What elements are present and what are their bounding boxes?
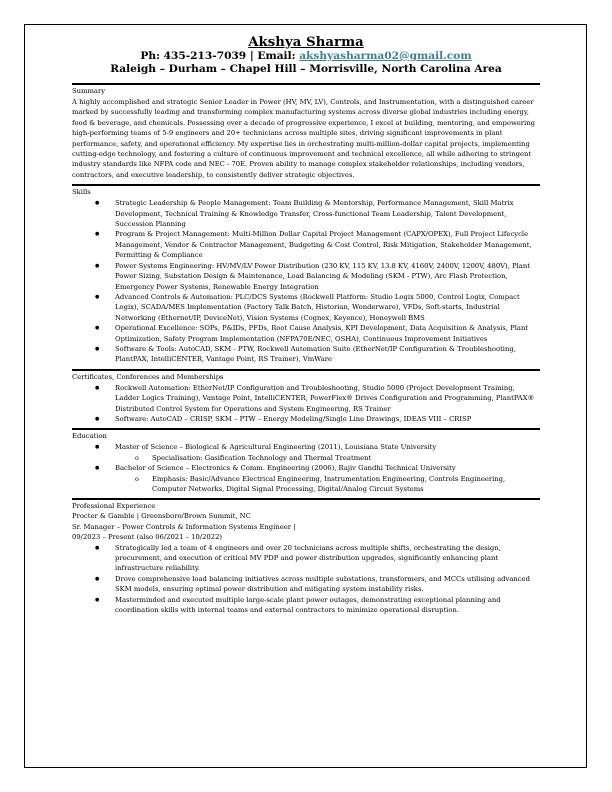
section-divider [72, 83, 540, 85]
certificates-heading: Certificates, Conferences and Memberships [72, 372, 224, 381]
list-item: ● Operational Excellence: SOPs, P&IDs, PFDs, Root Cause Analysis, KPI Development, Data Acquisition & Analysis, Plant Optimization, Safety Program Implementation (NFPA70E/NEC, OSHA), Continuous Improvement Initiatives [95, 323, 540, 344]
contact-line [72, 50, 540, 63]
degree-details [115, 453, 540, 463]
list-item: ● Software & Tools: AutoCAD, SKM - PTW, Rockwell Automation Suite (EtherNet/IP Configuration & Troubleshooting, PlantPAX, IntelliCENTER, Vantage Point, RS Trainer), VmWare [95, 344, 540, 365]
section-divider [72, 498, 540, 500]
email-link[interactable]: akshyasharma02@gmail.com [299, 50, 472, 62]
degree-item [95, 463, 540, 494]
list-item: ● Program & Project Management: Multi-Million Dollar Capital Project Management (CAPX/OPEX), Full Project Lifecycle Management, Vendor & Contractor Management, Budgeting & Cost Control, Risk Mitigation, Stakeholder Management, Permitting & Compliance [95, 229, 540, 260]
skills-heading: Skills [72, 188, 91, 197]
section-divider [72, 184, 540, 186]
list-item: ● Software: AutoCAD – CRISP, SKM – PTW – Energy Modeling/Single Line Drawings, IDEAS VIII – CRISP [95, 414, 540, 424]
list-item: ● Advanced Controls & Automation: PLC/DCS Systems (Rockwell Platform: Studio Logix 5000, Control Logix, Compact Logix), SCADA/MES Implementation (Factory Talk Batch, Historian, Wonderware), VFDs, Soft-starts, Industrial Networking (Ethernet/IP, DeviceNet), Vision Systems (Cognex, Keyence), Honeywell BMS [95, 292, 540, 323]
degree-item [95, 442, 540, 463]
certificates-list [72, 383, 540, 425]
degree-detail: o Emphasis: Basic/Advance Electrical Engineering, Instrumentation Engineering, Controls Engineering, Computer Networks, Digital Signal Processing, Digital/Analog Circuit Systems [135, 474, 540, 495]
summary-heading: Summary [72, 87, 106, 95]
list-item: ● Masterminded and executed multiple large-scale plant power outages, demonstrating exceptional planning and coordination skills with internal teams and external contractors to minimize operational disruption. [95, 595, 540, 616]
phone-label: Ph: 435-213-7039 | Email: [140, 50, 300, 62]
section-divider [72, 428, 540, 430]
job-title: Sr. Manager – Power Controls & Information Systems Engineer | [72, 522, 296, 531]
experience-bullets [72, 543, 540, 616]
location: Raleigh – Durham – Chapel Hill – Morrisville, North Carolina Area [110, 63, 502, 75]
education-heading: Education [72, 432, 107, 441]
education-list [72, 442, 540, 494]
skills-list [72, 198, 540, 365]
list-item: ● Drove comprehensive load balancing initiatives across multiple substations, transformers, and MCCs utilising advanced SKM models, ensuring optimal power distribution and mitigating system instability risks. [95, 574, 540, 595]
list-item: ● Strategically led a team of 4 engineers and over 20 technicians across multiple shifts, orchestrating the design, procurement, and execution of critical MV PDP and power distribution upgrades, significantly enhancing plant infrastructure reliability. [95, 543, 540, 574]
job-dates: 09/2023 – Present (also 06/2021 – 10/2022) [72, 533, 223, 542]
degree-detail: o Specialisation: Gasification Technology and Thermal Treatment [135, 453, 540, 463]
section-divider [72, 369, 540, 371]
summary-text: A highly accomplished and strategic Senior Leader in Power (HV, MV, LV), Controls, and Instrumentation, with a distinguished career marked by successfully leading and transforming complex manufacturing systems across diverse global industries including energy, food & beverage, and chemicals. Possessing over a decade of progressive experience, I excel at building, mentoring, and empowering high-performing teams of 5-9 engineers and 20+ technicians across multiple sites, driving significant improvements in plant performance, safety, and operational efficiency. My expertise lies in orchestrating multi-million-dollar capital projects, implementing cutting-edge technology, and fostering a culture of continuous improvement and technical excellence, all while adhering to stringent industry standards like NFPA code and NEC - 70E. Proven ability to manage complex stakeholder relationships, including vendors, contractors, and executive leadership, to consistently deliver strategic objectives. [72, 98, 535, 179]
list-item: ● Strategic Leadership & People Management: Team Building & Mentorship, Performance Management, Skill Matrix Development, Technical Training & Knowledge Transfer, Cross-functional Team Leadership, Talent Development, Succession Planning [95, 198, 540, 229]
resume-document [72, 35, 540, 615]
list-item: ● Rockwell Automation: EtherNet/IP Configuration and Troubleshooting, Studio 5000 (Project Development Training, Ladder Logics Training), Vantage Point, IntelliCENTER, PowerFlex® Drives Configuration and Programming, PlantPAX® Distributed Control System for Operations and System Engineering, RS Trainer [95, 383, 540, 414]
experience-heading: Professional Experience [72, 502, 156, 511]
degree-text: Bachelor of Science – Electronics & Comm. Engineering (2006), Rajiv Gandhi Technical University [115, 464, 456, 473]
degree-details [115, 474, 540, 495]
degree-text: Master of Science – Biological & Agricultural Engineering (2011), Louisiana State University [115, 443, 437, 452]
company-location: Procter & Gamble | Greensboro/Brown Summit, NC [72, 512, 251, 521]
list-item: ● Power Systems Engineering: HV/MV/LV Power Distribution (230 KV, 115 KV, 13.8 KV, 4160V, 2400V, 1200V, 480V), Plant Power Sizing, Substation Design & Maintenance, Load Balancing & Modeling (SKM - PTW), Arc Flash Protection, Emergency Power Systems, Renewable Energy Integration [95, 261, 540, 292]
candidate-name: Akshya Sharma [248, 35, 364, 50]
